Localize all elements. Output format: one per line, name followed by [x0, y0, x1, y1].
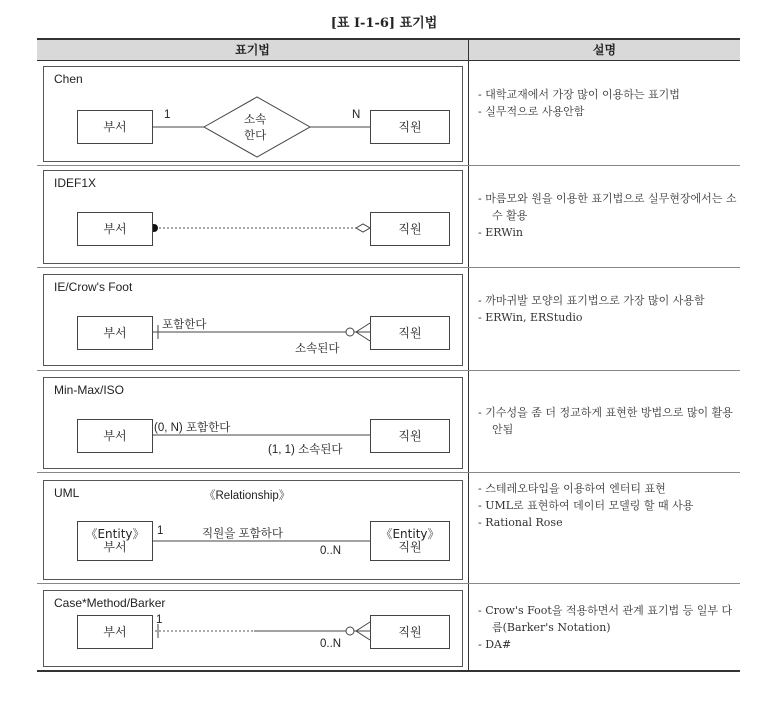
relationship-label: 소속: [244, 114, 267, 126]
description-line: - ERWin, ERStudio: [478, 311, 583, 324]
diagram-title: UML: [54, 486, 80, 500]
entity-box: [77, 521, 153, 561]
diagram-title: Min-Max/ISO: [54, 383, 125, 397]
description-line: - Rational Rose: [478, 516, 563, 529]
description-cell: [478, 86, 740, 120]
entity-box: [370, 521, 450, 561]
relationship-label: 직원을 포함하다: [202, 528, 283, 540]
description-line: - ERWin: [478, 226, 523, 239]
entity-name: 부서: [103, 540, 127, 554]
diagram-title: Chen: [54, 72, 83, 86]
optional-circle: [346, 328, 354, 336]
entity-box: 부서: [77, 110, 153, 144]
row-divider: [37, 583, 740, 584]
description-line: - 까마귀발 모양의 표기법으로 가장 많이 사용함: [478, 294, 705, 307]
description-cell: [478, 480, 740, 531]
cardinality-label: 0..N: [320, 545, 342, 557]
entity-stereotype: 《Entity》: [380, 527, 440, 541]
min-max-diagram: [43, 377, 463, 469]
diagram-title: IDEF1X: [54, 176, 97, 190]
row-divider: [37, 370, 740, 371]
row-divider: [37, 472, 740, 473]
row-divider: [37, 267, 740, 268]
description-cell: [478, 190, 740, 241]
entity-box: 부서: [77, 419, 153, 453]
description-line: - UML로 표현하여 데이터 모델링 할 때 사용: [478, 499, 694, 512]
entity-box: 부서: [77, 212, 153, 246]
relationship-label: 한다: [244, 130, 267, 142]
hollow-diamond-end: [356, 224, 370, 232]
crow-foot: [356, 622, 370, 631]
cardinality-label: N: [352, 109, 361, 121]
diagram-title: Case*Method/Barker: [54, 596, 166, 610]
entity-box: 부서: [77, 316, 153, 350]
uml-diagram: [43, 480, 463, 580]
crow-foot: [356, 323, 370, 332]
description-line: - 실무적으로 사용안함: [478, 105, 585, 118]
entity-box: 직원: [370, 615, 450, 649]
relationship-label: (0, N) 포함한다: [154, 422, 231, 434]
row-divider: [37, 165, 740, 166]
header-description: 설명: [469, 38, 740, 61]
table-bottom-border: [37, 670, 740, 672]
cardinality-label: 1: [164, 109, 171, 121]
description-line: - 기수성을 좀 더 정교하게 표현한 방법으로 많이 활용안됨: [478, 406, 733, 436]
column-divider: [468, 38, 469, 671]
cardinality-label: 1: [156, 614, 163, 626]
description-line: - 대학교재에서 가장 많이 이용하는 표기법: [478, 88, 680, 101]
optional-circle: [346, 627, 354, 635]
description-cell: [478, 292, 740, 326]
chen-diagram: [43, 66, 463, 162]
description-line: - DA#: [478, 638, 512, 651]
relationship-label: 소속된다: [295, 343, 340, 355]
stereotype-label: 《Relationship》: [204, 490, 291, 502]
entity-box: 직원: [370, 419, 450, 453]
idef1x-diagram: [43, 170, 463, 264]
relationship-label: (1, 1) 소속된다: [268, 444, 343, 456]
crow-foot: [356, 631, 370, 640]
crows-foot-diagram: [43, 274, 463, 366]
entity-box: 직원: [370, 316, 450, 350]
description-line: - 스테레오타입을 이용하여 엔터티 표현: [478, 482, 666, 495]
crow-foot: [356, 332, 370, 341]
description-cell: [478, 404, 740, 438]
entity-box: 부서: [77, 615, 153, 649]
cardinality-label: 0..N: [320, 638, 342, 650]
barker-diagram: [43, 590, 463, 667]
entity-box: 직원: [370, 110, 450, 144]
entity-name: 직원: [398, 540, 422, 554]
table-caption: [표 Ⅰ-1-6] 표기법: [330, 16, 438, 31]
diagram-title: IE/Crow's Foot: [54, 280, 133, 294]
header-notation: 표기법: [37, 38, 468, 61]
description-line: - 마름모와 원을 이용한 표기법으로 실무현장에서는 소수 활용: [478, 192, 737, 222]
description-cell: [478, 602, 740, 653]
cardinality-label: 1: [157, 525, 164, 537]
relationship-label: 포함한다: [162, 319, 207, 331]
description-line: - Crow's Foot을 적용하면서 관계 표기법 등 일부 다름(Barker's Notation): [478, 604, 733, 634]
entity-stereotype: 《Entity》: [85, 527, 145, 541]
entity-box: 직원: [370, 212, 450, 246]
